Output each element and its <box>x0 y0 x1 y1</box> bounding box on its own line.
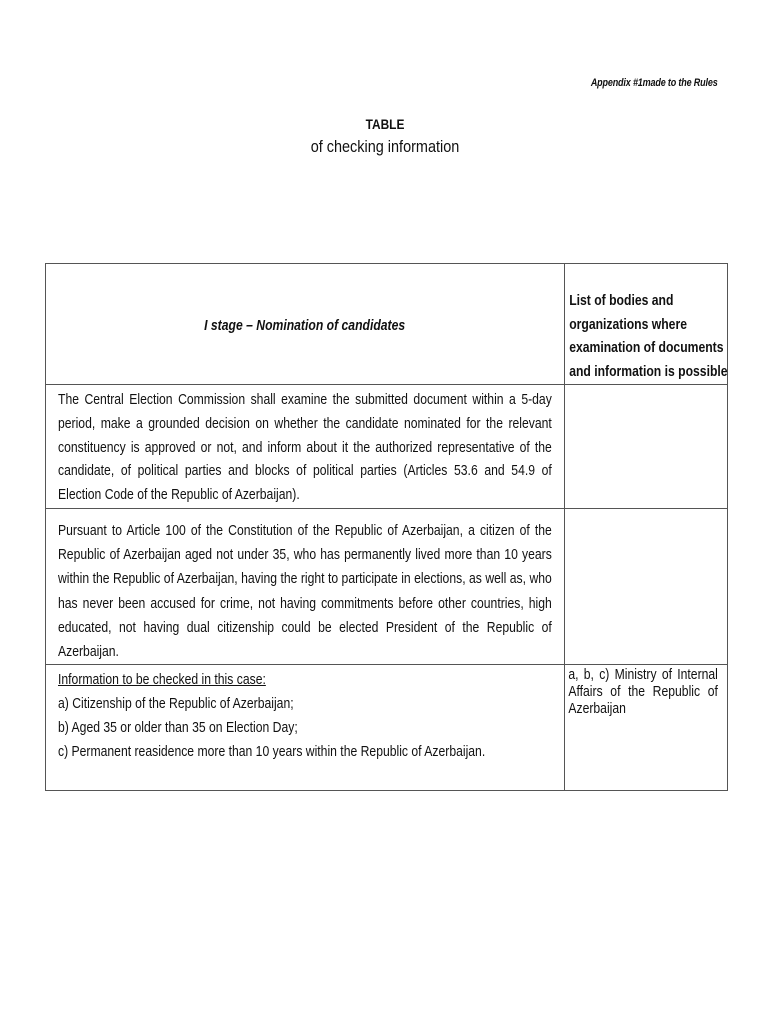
ministry-text-wrap <box>565 665 730 718</box>
bodies-cell <box>565 665 728 791</box>
bodies-cell <box>565 385 728 509</box>
bodies-header-cell <box>565 264 728 385</box>
table-row <box>46 665 728 791</box>
document-subtitle: of checking information <box>310 137 460 156</box>
document-title: TABLE <box>365 116 405 132</box>
stage-header-cell <box>46 264 565 385</box>
table-row <box>46 508 728 664</box>
list-item: c) Permanent reasidence more than 10 years within the Republic of Azerbaijan. <box>58 744 486 761</box>
list-item: a) Citizenship of the Republic of Azerbaijan; <box>58 696 294 713</box>
condition-cell <box>46 385 565 509</box>
condition-cell <box>46 665 565 791</box>
condition-cell <box>46 508 565 664</box>
appendix-note: Appendix #1made to the Rules <box>591 77 718 89</box>
bodies-cell <box>565 508 728 664</box>
stage-label: I stage – Nomination of candidates <box>204 317 406 334</box>
info-heading: Information to be checked in this case: <box>58 672 266 689</box>
title-block <box>0 116 770 157</box>
table-row <box>46 385 728 509</box>
list-item: b) Aged 35 or older than 35 on Election Day; <box>58 720 298 737</box>
condition-text: Pursuant to Article 100 of the Constitution of the Republic of Azerbaijan, a citizen of the Republic of Azerbaijan aged not under 35, who has permanently lived more than 10 years within the Republic of Azerbaijan, having the right to participate in elections, as well as, who has never been accused for crime, not having commitments before other countries, high educated, not having dual citizenship could be elected President of the Republic of Azerbaijan. <box>58 522 552 660</box>
condition-text: The Central Election Commission shall examine the submitted document within a 5-day period, make a grounded decision on whether the candidate nominated for the relevant constituency is approved or not, and inform about it the authorized representative of the candidate, of political parties and blocks of political parties (Articles 53.6 and 54.9 of Election Code of the Republic of Azerbaijan). <box>58 392 552 504</box>
checking-information-table <box>45 263 728 791</box>
table-header-row <box>46 264 728 385</box>
info-list <box>58 668 552 764</box>
bodies-text: a, b, c) Ministry of Internal Affairs of the Republic of Azerbaijan <box>568 667 718 718</box>
bodies-header: List of bodies and organizations where examination of documents and information is possible <box>569 293 728 380</box>
